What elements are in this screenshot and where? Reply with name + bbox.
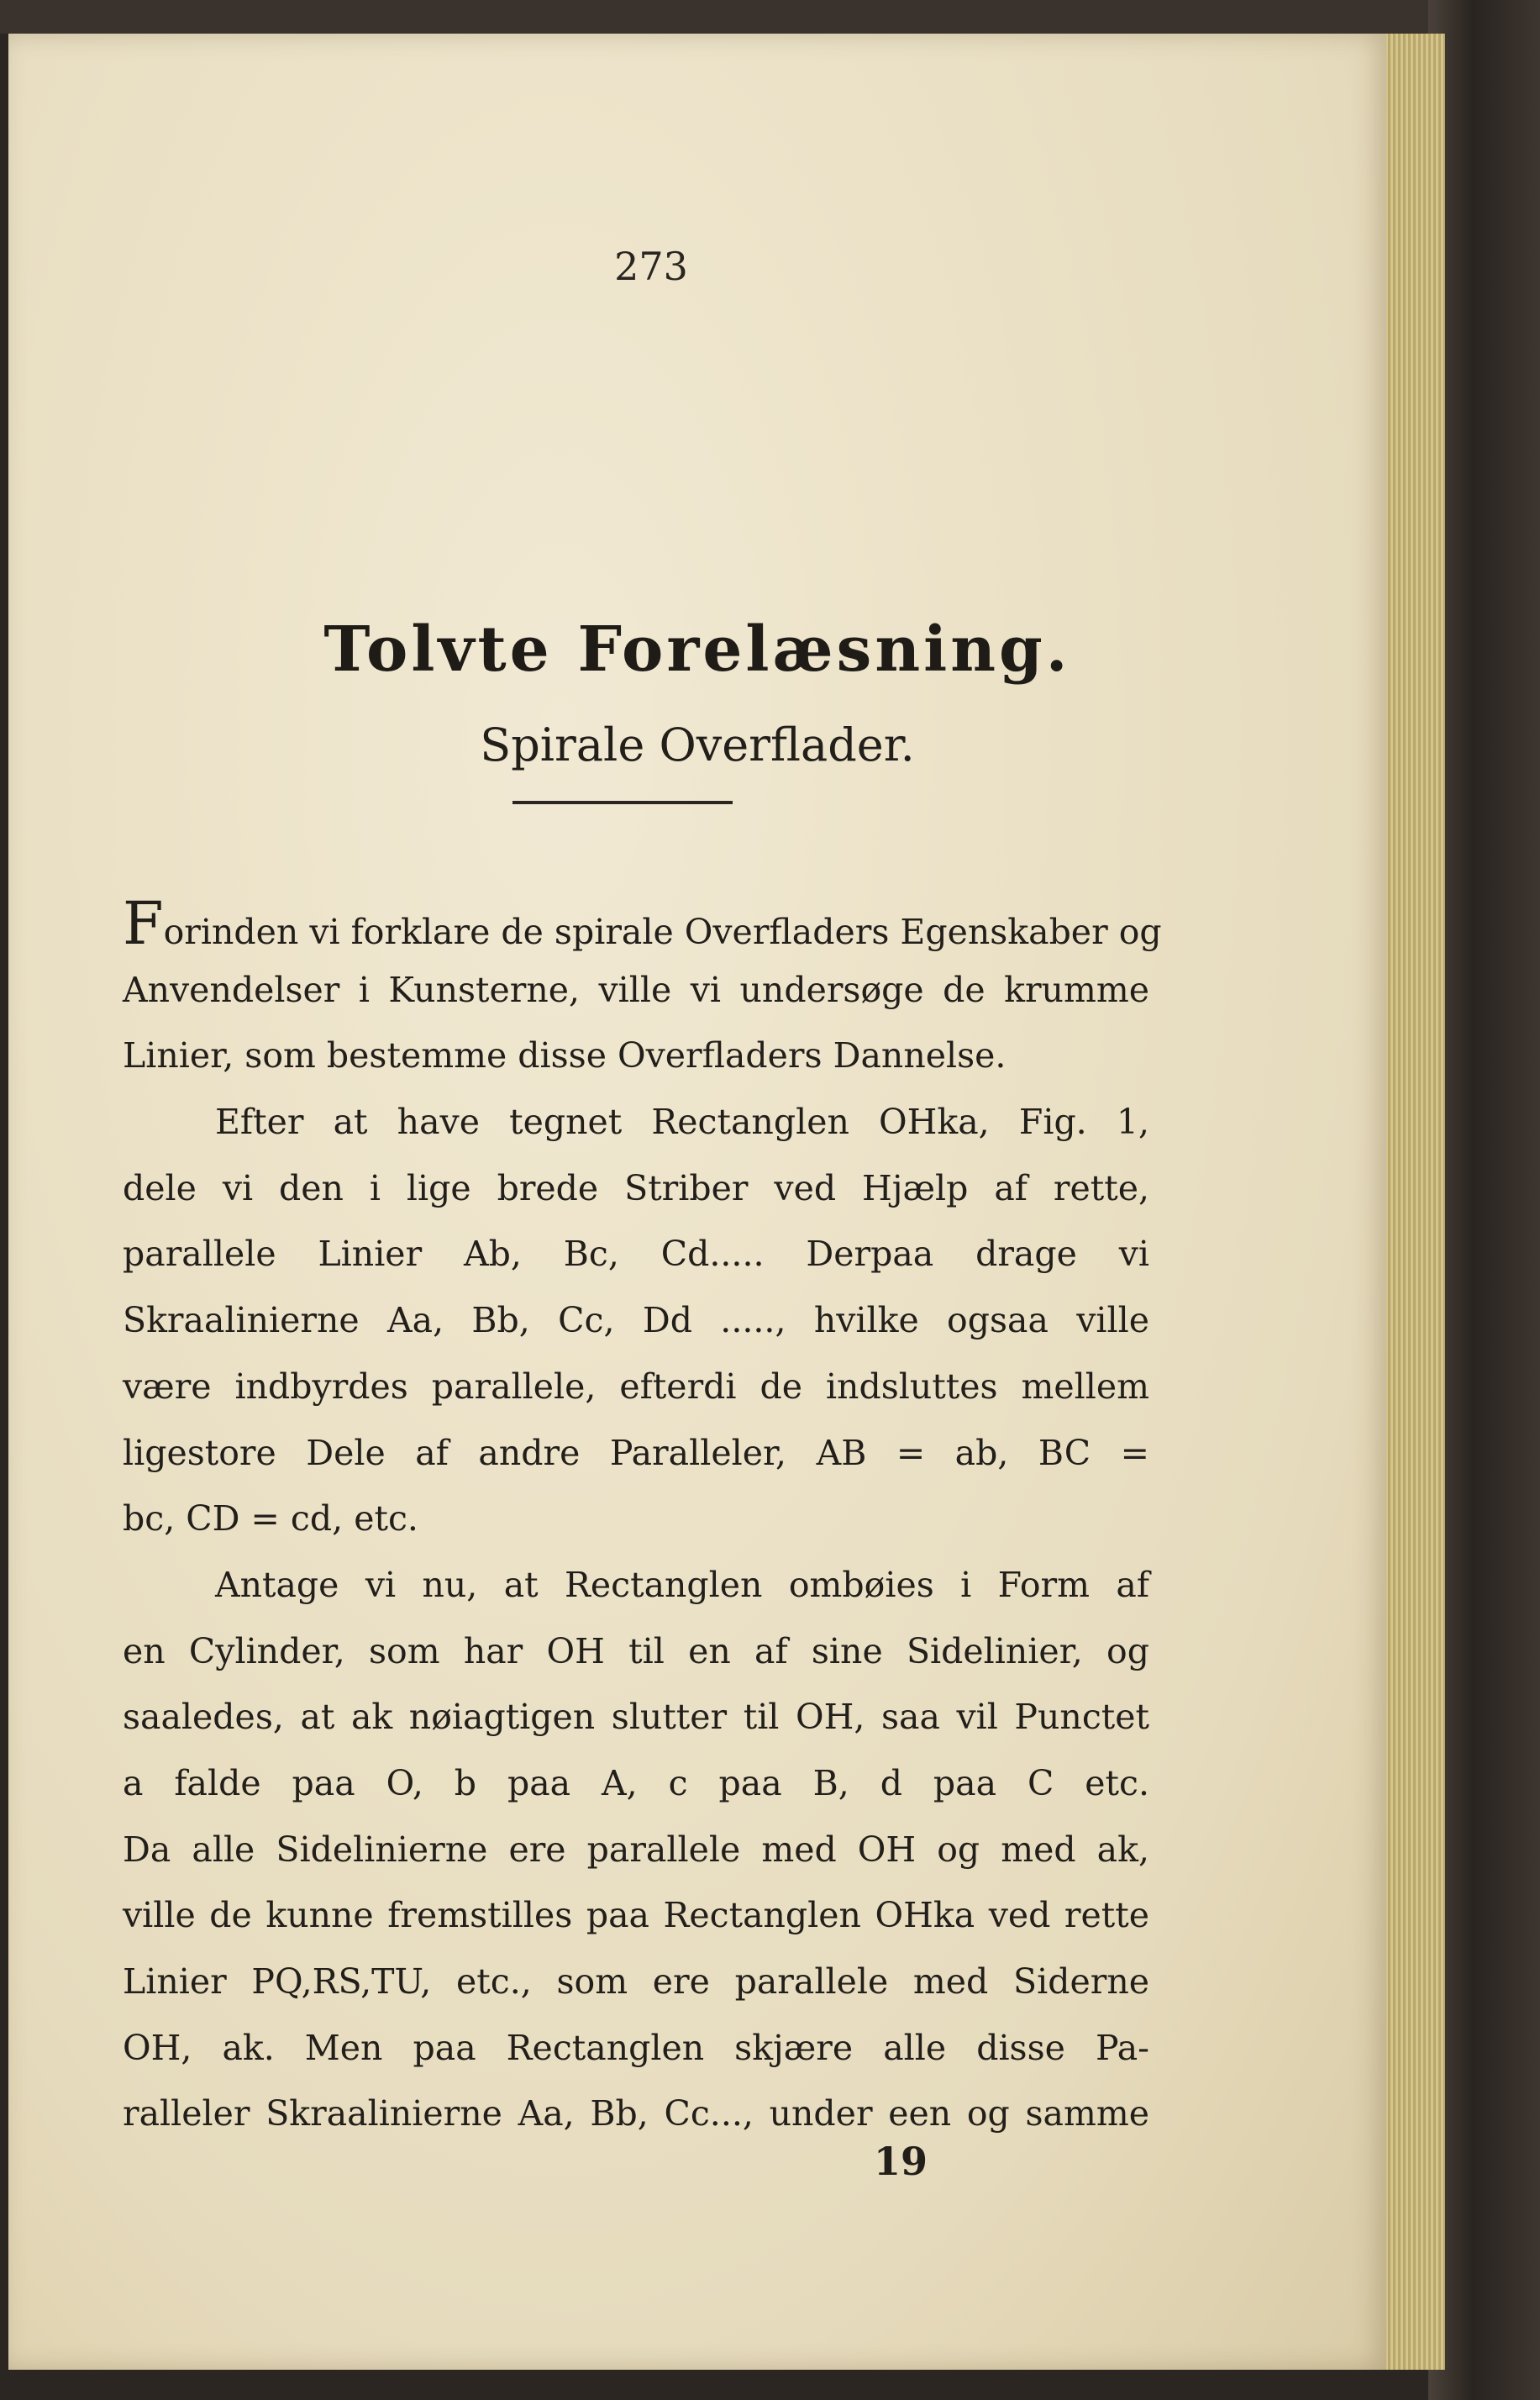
text-line: Da alle Sidelinierne ere parallele med OH og med ak,: [123, 1829, 1149, 1870]
chapter-subtitle: Spirale Overflader.: [480, 718, 915, 771]
text-line: Antage vi nu, at Rectanglen ombøies i Form af: [215, 1564, 1149, 1605]
text-line: Anvendelser i Kunsterne, ville vi undersøge de krumme: [123, 969, 1149, 1010]
text-line: saaledes, at ak nøiagtigen slutter til OH, saa vil Punctet: [123, 1697, 1149, 1738]
text-line: en Cylinder, som har OH til en af sine Sidelinier, og: [123, 1630, 1149, 1671]
book-page: [8, 34, 1386, 2370]
text-line: OH, ak. Men paa Rectanglen skjære alle disse Pa-: [123, 2027, 1149, 2068]
text-line: Efter at have tegnet Rectanglen OHka, Fig. 1,: [215, 1102, 1149, 1143]
text-line: Forinden vi forklare de spirale Overfladers Egenskaber og: [123, 889, 1162, 958]
text-line: ligestore Dele af andre Paralleler, AB = ab, BC =: [123, 1432, 1149, 1473]
body-text: [123, 889, 1162, 2147]
page-number: 273: [614, 244, 688, 289]
text-line: ralleler Skraalinierne Aa, Bb, Cc..., under een og samme: [123, 2093, 1149, 2134]
text-line: a falde paa O, b paa A, c paa B, d paa C etc.: [123, 1762, 1149, 1803]
text-line: Linier PQ,RS,TU, etc., som ere parallele med Siderne: [123, 1961, 1149, 2002]
text-line: parallele Linier Ab, Bc, Cd..... Derpaa drage vi: [123, 1234, 1149, 1275]
page-edges: [1378, 34, 1445, 2370]
text-line: Linier, som bestemme disse Overfladers Dannelse.: [123, 1035, 1007, 1076]
signature-mark: 19: [874, 2139, 928, 2184]
text-line: ville de kunne fremstilles paa Rectanglen OHka ved rette: [123, 1895, 1149, 1936]
text-line: dele vi den i lige brede Striber ved Hjælp af rette,: [123, 1167, 1149, 1208]
text-line: være indbyrdes parallele, efterdi de indsluttes mellem: [123, 1366, 1149, 1407]
chapter-title: Tolvte Forelæsning.: [323, 613, 1071, 686]
text-line: bc, CD = cd, etc.: [123, 1498, 418, 1539]
book-cover-top: [0, 0, 1540, 34]
divider-rule: [512, 801, 733, 804]
text-line: Skraalinierne Aa, Bb, Cc, Dd ....., hvilke ogsaa ville: [123, 1300, 1149, 1341]
